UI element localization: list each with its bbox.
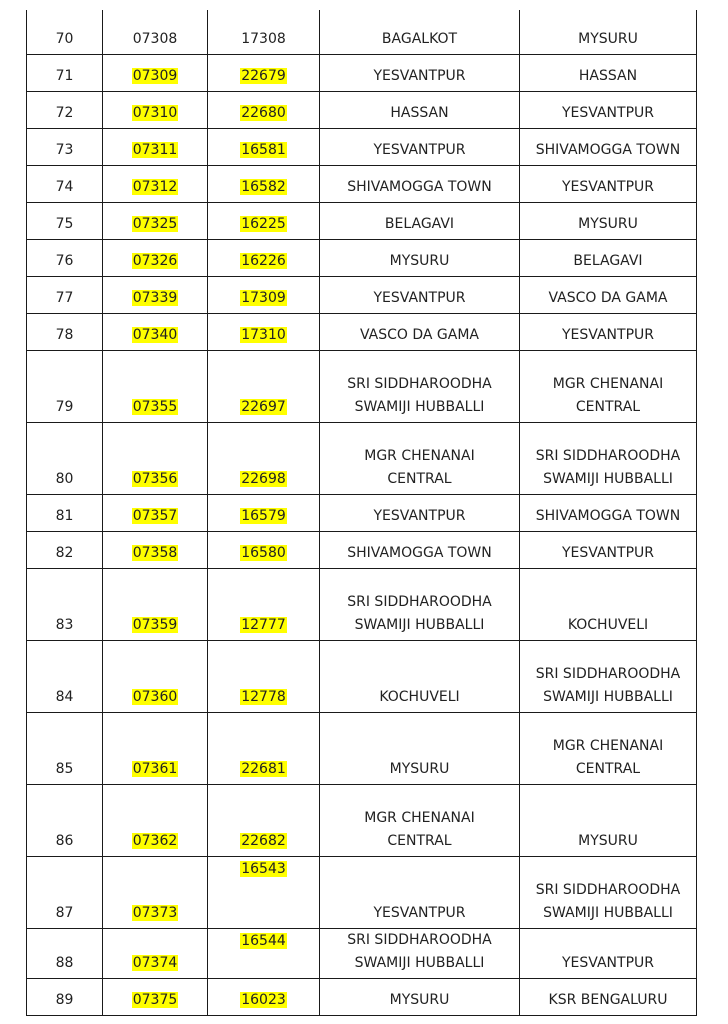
- serial-number-text: 88: [55, 954, 74, 971]
- old-train-number-text: 07355: [132, 398, 178, 415]
- from-station-cell: [320, 856, 520, 928]
- new-train-number-cell: [208, 978, 320, 1015]
- to-station-cell: [520, 54, 697, 91]
- serial-number-text: 87: [55, 904, 74, 921]
- new-train-number-cell: [208, 350, 320, 422]
- to-station-cell: [520, 422, 697, 494]
- to-station-text: KSR BENGALURU: [548, 991, 668, 1008]
- to-station-cell: [520, 928, 697, 978]
- to-station-text: YESVANTPUR: [562, 104, 654, 121]
- new-train-number-cell: [208, 276, 320, 313]
- new-train-number-cell: [208, 928, 320, 978]
- old-train-number-text: 07308: [132, 30, 178, 47]
- table-row: [27, 784, 697, 856]
- from-station-text: SHIVAMOGGA TOWN: [347, 178, 492, 195]
- to-station-cell: [520, 202, 697, 239]
- old-train-number-cell: [103, 276, 208, 313]
- serial-number-text: 85: [55, 760, 74, 777]
- old-train-number-cell: [103, 531, 208, 568]
- to-station-cell: [520, 350, 697, 422]
- serial-number-cell: [27, 91, 103, 128]
- old-train-number-text: 07358: [132, 544, 178, 561]
- serial-number-text: 77: [55, 289, 74, 306]
- new-train-number-cell: [208, 202, 320, 239]
- new-train-number-text: 12777: [241, 616, 286, 633]
- from-station-text: MYSURU: [389, 760, 450, 777]
- from-station-text: BAGALKOT: [381, 30, 458, 47]
- from-station-cell: [320, 640, 520, 712]
- old-train-number-cell: [103, 165, 208, 202]
- to-station-text: MYSURU: [578, 30, 638, 47]
- new-train-number-text: 22697: [241, 398, 286, 415]
- from-station-cell: [320, 422, 520, 494]
- table-row: [27, 978, 697, 1015]
- from-station-text: MYSURU: [389, 991, 450, 1008]
- table-body: [27, 10, 697, 1015]
- serial-number-text: 89: [55, 991, 74, 1008]
- from-station-cell: [320, 784, 520, 856]
- from-station-cell: [320, 350, 520, 422]
- from-station-text: KOCHUVELI: [379, 688, 460, 705]
- serial-number-cell: [27, 531, 103, 568]
- from-station-text: SRI SIDDHAROODHA SWAMIJI HUBBALLI: [347, 931, 492, 971]
- new-train-number-text: 22698: [241, 470, 286, 487]
- to-station-text: HASSAN: [578, 67, 638, 84]
- serial-number-text: 70: [55, 30, 74, 47]
- old-train-number-cell: [103, 350, 208, 422]
- train-renumbering-table: [26, 10, 697, 1016]
- to-station-cell: [520, 640, 697, 712]
- new-train-number-cell: [208, 91, 320, 128]
- from-station-cell: [320, 568, 520, 640]
- old-train-number-text: 07311: [132, 141, 178, 158]
- serial-number-text: 72: [55, 104, 74, 121]
- table-row: [27, 10, 697, 54]
- new-train-number-cell: [208, 856, 320, 928]
- new-train-number-text: 16544: [241, 932, 286, 949]
- old-train-number-cell: [103, 712, 208, 784]
- new-train-number-text: 22680: [241, 104, 286, 121]
- table-row: [27, 276, 697, 313]
- table-row: [27, 928, 697, 978]
- to-station-cell: [520, 856, 697, 928]
- new-train-number-text: 16226: [241, 252, 286, 269]
- old-train-number-text: 07325: [132, 215, 178, 232]
- to-station-text: YESVANTPUR: [562, 954, 654, 971]
- new-train-number-text: 16580: [241, 544, 286, 561]
- old-train-number-cell: [103, 422, 208, 494]
- old-train-number-text: 07312: [132, 178, 178, 195]
- from-station-text: MGR CHENANAI CENTRAL: [364, 809, 475, 849]
- serial-number-text: 73: [55, 141, 74, 158]
- table-row: [27, 165, 697, 202]
- to-station-text: SHIVAMOGGA TOWN: [535, 141, 681, 158]
- serial-number-cell: [27, 568, 103, 640]
- new-train-number-text: 16225: [241, 215, 286, 232]
- to-station-text: MGR CHENANAI CENTRAL: [552, 375, 664, 415]
- from-station-cell: [320, 313, 520, 350]
- from-station-text: SRI SIDDHAROODHA SWAMIJI HUBBALLI: [347, 375, 492, 415]
- new-train-number-text: 16579: [241, 507, 286, 524]
- serial-number-cell: [27, 54, 103, 91]
- serial-number-text: 83: [55, 616, 74, 633]
- to-station-cell: [520, 568, 697, 640]
- to-station-text: SHIVAMOGGA TOWN: [535, 507, 681, 524]
- from-station-cell: [320, 239, 520, 276]
- old-train-number-cell: [103, 239, 208, 276]
- to-station-text: BELAGAVI: [573, 252, 643, 269]
- old-train-number-text: 07361: [132, 760, 178, 777]
- to-station-text: VASCO DA GAMA: [548, 289, 668, 306]
- from-station-text: MGR CHENANAI CENTRAL: [364, 447, 475, 487]
- serial-number-text: 71: [55, 67, 74, 84]
- new-train-number-text: 22682: [241, 832, 286, 849]
- to-station-cell: [520, 978, 697, 1015]
- old-train-number-text: 07310: [132, 104, 178, 121]
- table-row: [27, 568, 697, 640]
- old-train-number-cell: [103, 568, 208, 640]
- serial-number-text: 75: [55, 215, 74, 232]
- serial-number-cell: [27, 856, 103, 928]
- new-train-number-cell: [208, 784, 320, 856]
- new-train-number-cell: [208, 422, 320, 494]
- new-train-number-text: 16582: [241, 178, 286, 195]
- from-station-cell: [320, 91, 520, 128]
- table-row: [27, 531, 697, 568]
- serial-number-cell: [27, 165, 103, 202]
- new-train-number-text: 22679: [241, 67, 286, 84]
- to-station-text: SRI SIDDHAROODHA SWAMIJI HUBBALLI: [535, 665, 681, 705]
- from-station-cell: [320, 54, 520, 91]
- old-train-number-text: 07326: [132, 252, 178, 269]
- table-row: [27, 494, 697, 531]
- old-train-number-text: 07339: [132, 289, 178, 306]
- from-station-cell: [320, 712, 520, 784]
- from-station-text: YESVANTPUR: [373, 67, 466, 84]
- old-train-number-cell: [103, 128, 208, 165]
- new-train-number-text: 16023: [241, 991, 286, 1008]
- from-station-cell: [320, 202, 520, 239]
- to-station-text: YESVANTPUR: [562, 326, 654, 343]
- serial-number-text: 84: [55, 688, 74, 705]
- from-station-text: MYSURU: [389, 252, 450, 269]
- to-station-cell: [520, 712, 697, 784]
- new-train-number-text: 16543: [241, 860, 286, 877]
- to-station-cell: [520, 128, 697, 165]
- new-train-number-cell: [208, 10, 320, 54]
- table-row: [27, 640, 697, 712]
- to-station-text: MYSURU: [578, 215, 638, 232]
- serial-number-text: 81: [55, 507, 74, 524]
- table-row: [27, 54, 697, 91]
- from-station-cell: [320, 531, 520, 568]
- serial-number-cell: [27, 978, 103, 1015]
- old-train-number-cell: [103, 494, 208, 531]
- from-station-text: HASSAN: [390, 104, 449, 121]
- old-train-number-text: 07360: [132, 688, 178, 705]
- to-station-cell: [520, 91, 697, 128]
- old-train-number-cell: [103, 928, 208, 978]
- table-row: [27, 239, 697, 276]
- from-station-cell: [320, 276, 520, 313]
- old-train-number-text: 07375: [132, 991, 178, 1008]
- to-station-cell: [520, 276, 697, 313]
- table-row: [27, 422, 697, 494]
- from-station-cell: [320, 165, 520, 202]
- to-station-text: YESVANTPUR: [562, 178, 654, 195]
- serial-number-cell: [27, 494, 103, 531]
- old-train-number-text: 07340: [132, 326, 178, 343]
- serial-number-text: 82: [55, 544, 74, 561]
- old-train-number-cell: [103, 202, 208, 239]
- old-train-number-cell: [103, 313, 208, 350]
- serial-number-cell: [27, 640, 103, 712]
- serial-number-cell: [27, 712, 103, 784]
- old-train-number-text: 07359: [132, 616, 178, 633]
- from-station-cell: [320, 978, 520, 1015]
- to-station-text: YESVANTPUR: [562, 544, 654, 561]
- from-station-text: SRI SIDDHAROODHA SWAMIJI HUBBALLI: [347, 593, 492, 633]
- serial-number-cell: [27, 313, 103, 350]
- table-row: [27, 712, 697, 784]
- old-train-number-text: 07356: [132, 470, 178, 487]
- old-train-number-cell: [103, 91, 208, 128]
- serial-number-cell: [27, 350, 103, 422]
- serial-number-cell: [27, 128, 103, 165]
- serial-number-cell: [27, 422, 103, 494]
- old-train-number-text: 07357: [132, 507, 178, 524]
- to-station-text: KOCHUVELI: [567, 616, 649, 633]
- serial-number-cell: [27, 239, 103, 276]
- to-station-cell: [520, 165, 697, 202]
- new-train-number-cell: [208, 568, 320, 640]
- serial-number-cell: [27, 10, 103, 54]
- new-train-number-cell: [208, 640, 320, 712]
- serial-number-text: 86: [55, 832, 74, 849]
- from-station-text: YESVANTPUR: [373, 904, 466, 921]
- to-station-text: SRI SIDDHAROODHA SWAMIJI HUBBALLI: [535, 447, 681, 487]
- from-station-cell: [320, 128, 520, 165]
- serial-number-text: 78: [55, 326, 74, 343]
- serial-number-cell: [27, 276, 103, 313]
- new-train-number-cell: [208, 494, 320, 531]
- serial-number-text: 76: [55, 252, 74, 269]
- new-train-number-text: 17310: [241, 326, 286, 343]
- new-train-number-cell: [208, 165, 320, 202]
- new-train-number-text: 17309: [241, 289, 286, 306]
- serial-number-text: 74: [55, 178, 74, 195]
- from-station-text: YESVANTPUR: [373, 507, 466, 524]
- serial-number-cell: [27, 784, 103, 856]
- to-station-cell: [520, 239, 697, 276]
- old-train-number-cell: [103, 54, 208, 91]
- serial-number-cell: [27, 202, 103, 239]
- table-row: [27, 313, 697, 350]
- to-station-cell: [520, 494, 697, 531]
- new-train-number-text: 22681: [241, 760, 286, 777]
- old-train-number-cell: [103, 10, 208, 54]
- old-train-number-text: 07309: [132, 67, 178, 84]
- old-train-number-cell: [103, 784, 208, 856]
- new-train-number-cell: [208, 313, 320, 350]
- new-train-number-text: 16581: [241, 141, 286, 158]
- from-station-cell: [320, 928, 520, 978]
- to-station-cell: [520, 784, 697, 856]
- from-station-text: BELAGAVI: [384, 215, 455, 232]
- new-train-number-text: 12778: [241, 688, 286, 705]
- from-station-text: YESVANTPUR: [373, 141, 466, 158]
- to-station-text: SRI SIDDHAROODHA SWAMIJI HUBBALLI: [535, 881, 681, 921]
- old-train-number-cell: [103, 856, 208, 928]
- serial-number-text: 79: [55, 398, 74, 415]
- from-station-cell: [320, 10, 520, 54]
- new-train-number-cell: [208, 239, 320, 276]
- new-train-number-cell: [208, 712, 320, 784]
- to-station-cell: [520, 531, 697, 568]
- old-train-number-text: 07373: [132, 904, 178, 921]
- to-station-cell: [520, 313, 697, 350]
- from-station-cell: [320, 494, 520, 531]
- old-train-number-text: 07362: [132, 832, 178, 849]
- table-row: [27, 856, 697, 928]
- to-station-text: MGR CHENANAI CENTRAL: [552, 737, 664, 777]
- from-station-text: VASCO DA GAMA: [359, 326, 480, 343]
- new-train-number-cell: [208, 54, 320, 91]
- serial-number-cell: [27, 928, 103, 978]
- to-station-text: MYSURU: [578, 832, 638, 849]
- new-train-number-text: 17308: [241, 30, 286, 47]
- new-train-number-cell: [208, 128, 320, 165]
- old-train-number-cell: [103, 640, 208, 712]
- from-station-text: SHIVAMOGGA TOWN: [347, 544, 492, 561]
- from-station-text: YESVANTPUR: [373, 289, 466, 306]
- table-row: [27, 202, 697, 239]
- table-row: [27, 350, 697, 422]
- old-train-number-cell: [103, 978, 208, 1015]
- new-train-number-cell: [208, 531, 320, 568]
- serial-number-text: 80: [55, 470, 74, 487]
- old-train-number-text: 07374: [132, 954, 178, 971]
- table-row: [27, 128, 697, 165]
- to-station-cell: [520, 10, 697, 54]
- table-row: [27, 91, 697, 128]
